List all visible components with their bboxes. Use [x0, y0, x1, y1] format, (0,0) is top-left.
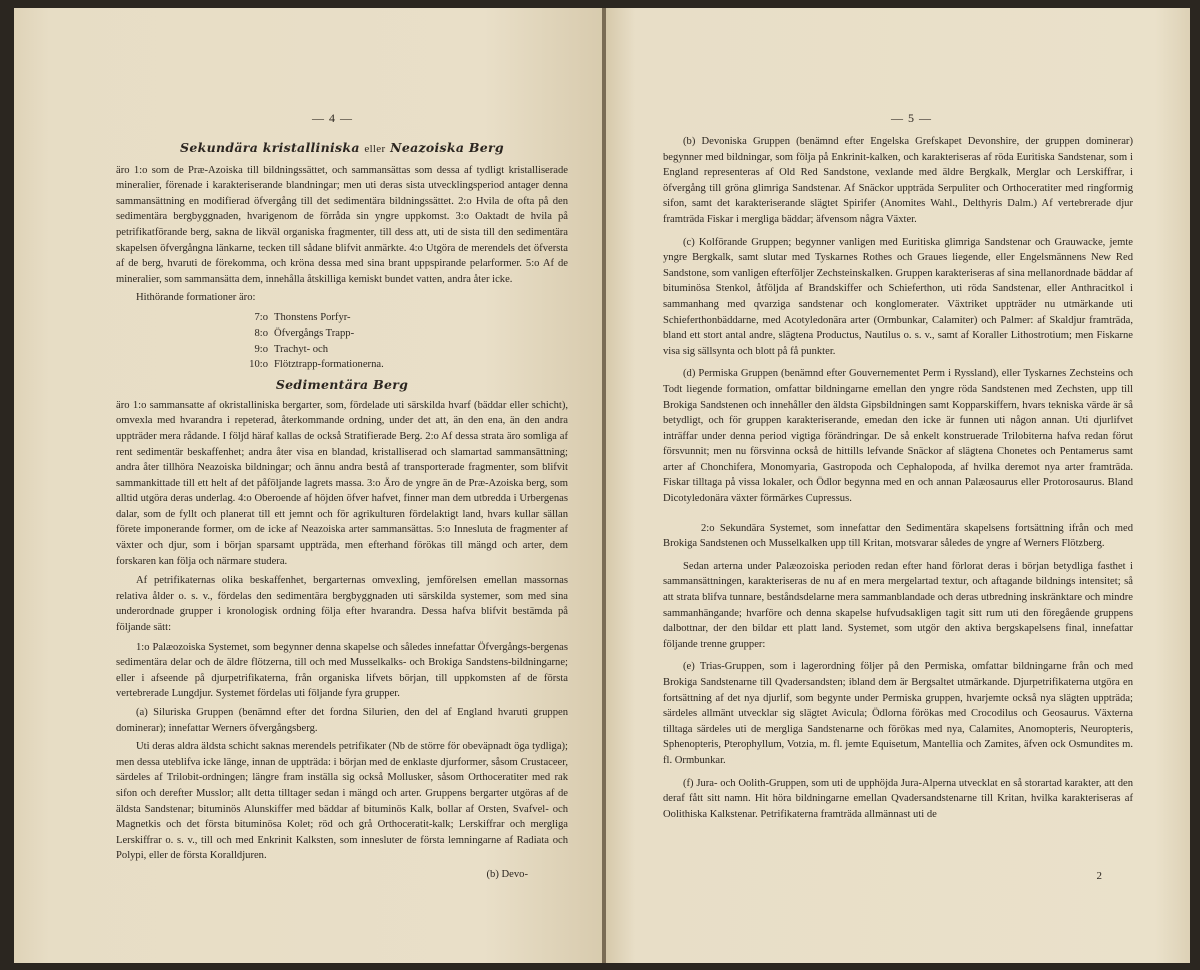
paragraph: 2:o Sekundära Systemet, som innefattar den Sedimentära skapelsens fortsättning ifrån och med Brokiga Sandstenen och Musselkalken upp till Kritan, motsvarar således de yngre af Werners Flötzberg.: [663, 522, 1133, 550]
heading-part-b: eller: [364, 143, 386, 155]
left-page: [14, 8, 602, 963]
page-number: — 4 —: [312, 111, 353, 125]
list-item: 7:o Thonstens Porfyr-: [254, 311, 351, 323]
paragraph: (b) Devoniska Gruppen (benämnd efter Engelska Grefskapet Devonshire, der gruppen dominerar) begynner med bildningar, som följa på Enkrinit-kalken, och karakteriseras af röda Euritiska Sandstenar, som i England representeras af Old Red Sandstone, vexlande med äldre Bergkalk, Merglar och Lerskiffrar, i öfvergång till gröna glimriga Sandstenar. Af Snäckor uppträda Serpuliter och Orthoceratiter med ringformig sifon, samt det karakteriserande slägtet Spirifer (Anomites Wahl., Delthyris Dalm.) Af vertebrerade djur framträda Fiskar i mergliga bäddar; äfvensom några Växter.: [663, 136, 1133, 225]
book-spread: [14, 8, 1190, 963]
page-number: — 5 —: [891, 111, 932, 125]
paragraph: (c) Kolförande Gruppen; begynner vanligen med Euritiska glimriga Sandstenar och Grauwacke, jemte yngre Bergkalk, samt slutar med Tyskarnes Rothes och Graues liegende, eller Engelsmännens New Red Sandstone, som vanligen efterföljer Zechsteinskalken. Gruppen karakteriseras af sina mellanordnade bäddar af bituminösa Stenkol, åtföljda af Brandskiffer och Schieferthon, uti röda Sandstenar, eller Anthracitkol i sammanhang med qvarziga sandstenar och konglomerater. Växtriket uppträder nu utmärkande uti Schieferthonbäddarne, med Acotyledonära arter (Ormbunkar, Calamiter) och Palmer: af Skaldjur framträda, bland ett stort antal andre, slägtena Productus, Nautilus o. s. v., samt af Koraller Lithostrotium; men Fiskarne visa sig sällsynta och blott på få punkter.: [663, 236, 1133, 357]
catchword: (b) Devo-: [486, 868, 528, 880]
list-item: 10:o Flötztrapp-formationerna.: [249, 359, 384, 371]
left-page-body: [116, 136, 568, 883]
heading-part-c: Neazoiska Berg: [390, 140, 504, 155]
paragraph: (e) Trias-Gruppen, som i lagerordning följer på den Permiska, omfattar bildningarne från och med Brokiga Sandstenarne till Qvadersandsten; ibland dem är Bergsaltet utmärkande. Djurpetrifikaterna utgöra en fortsättning af det nya djurlif, som begynte under Permiska gruppen, hvarjemte också nya slägten uppträda; särdeles allmänt utvecklar sig slägtet Avicula; Ödlorna förökas med Crocodilus och Geosaurus. Växterna tilltaga särdeles uti de mergliga Sandstenarne och förökas med nya, Calamites, Anomopteris, Neuropteris, Sphenopteris, Pterophyllum, Votzia, m. fl. jemte Equisetum, Mantellia och Zamites, äfven ock Osmundites m. fl. Ormbunkar.: [663, 661, 1133, 766]
list-item: 9:o Trachyt- och: [254, 343, 329, 355]
paragraph: (f) Jura- och Oolith-Gruppen, som uti de upphöjda Jura-Alperna utvecklat en så storartad karakter, att den deraf fått sitt namn. Hit höra bildningarne emellan Qvadersandstenarne till Kritan, hvilka karakteriseras af Oolithiska Kalkstenar. Petrifikaterna framträda allmännast uti de: [663, 777, 1133, 820]
right-page: [606, 8, 1190, 963]
signature-mark: 2: [1096, 870, 1102, 882]
paragraph: äro 1:o sammansatte af okristalliniska bergarter, som, fördelade uti särskilda hvarf (bäddar eller schicht), omvexla med hvarandra i repeterad, återkommande ordning, under det att, än den ena, än den andra uppträder mera rådande. I följd häraf kallas de också Stratifierade Berg. 2:o Af dessa strata äro somliga af rent sedimentär beskaffenhet; andra åter visa en blandad, kristalliserad och slamartad sammansättning; andra åter tillhöra Neazoiska bildningar; och ännu andra bestå af transporterade fragmenter, som blifvit sammankittade till ett helt af det påföljande lagrets massa. 3:o Äro de yngre än de Præ-Azoiska berg, som alltid utgöra deras underlag. 4:o Oberoende af höjden öfver hafvet, finner man dem utbredda i Urbergenas dalar, som de fyllt och planerat till ett jemnt och för agrikulturen fördelaktigt land, hvars kullar sällan förete imponerande former, om de icke af Neazoiska arter sammansättas. 5:o Innesluta de fragmenter af växter och djur, som i början sparsamt uppträda, men efterhand förökas till mängd och arter, dem forskaren kan följa och närmare studera.: [116, 399, 568, 567]
paragraph: Hithörande formationer äro:: [136, 292, 256, 304]
heading-part-a: Sekundära kristalliniska: [180, 140, 360, 155]
section-heading-sedimentara: Sedimentära Berg: [275, 377, 409, 393]
list-item: 8:o Öfvergångs Trapp-: [254, 327, 355, 339]
paragraph: 1:o Palæozoiska Systemet, som begynner denna skapelse och således innefattar Öfvergångs-bergenas sedimentära delar och de äldre flötzerna, till och med Musselkalks- och Brokiga Sandstens-bildningarne; eller i afseende på djurpetrifikaterna, från organiska lifvets början, till uppkomsten af de första vertebrerade Lungdjur. Systemet fördelas uti följande fyra grupper.: [116, 641, 568, 700]
paragraph: (d) Permiska Gruppen (benämnd efter Gouvernementet Perm i Ryssland), eller Tyskarnes Zechsteins och Todt liegende formation, omfattar bildningarne emellan den yngre röda Sandstenen med Zechsten, upp till Brokiga Sandstenen och innehåller den äldsta Gipsbildningen samt Kopparskiffern, hvars tekniska värde är så betydligt, och för gruppen karakteriserande, emedan den icke är funnen uti någon annan. Uti djurlifvet inträffar under denna period vigtiga förändringar. De så enkelt konstruerade Trilobiterna hafva redan förut försvunnit; men nu försvinna också de hittills lefvande Snäckor af slägtena Chonetes och Pentamerus samt arter af Chonchifera, Monomyaria, Gastropoda och Cephalopoda, af hvilka deremot nya arter framträda. Fiskar tilltaga på vissa lokaler, och Ödlor begynna med en och annan Palæosaurus eller Protorosaurus. Bland Dicotyledonära växter förmärkes Cupressus.: [663, 368, 1133, 505]
paragraph: Uti deras aldra äldsta schicht saknas merendels petrifikater (Nb de större för obeväpnadt öga tydliga); men dessa uteblifva icke länge, innan de uppträda: i början med de enklaste djurformer, såsom Crustaceer, särdeles af Trilobit-ordningen; längre fram inställa sig också Mollusker, såsom Orthoceratiter med rak sifon och derefter Musslor; allt detta tilltager sedan i mängd och arter. Gruppens bergarter utgöras af de äldsta Sandstenar; bituminös Alunskiffer med bäddar af bituminös Kalk, bollar af Orsten, Svafvel- och Magnetkis och det första bituminösa Kolet; röd och grå Orthoceratit-kalk; Lerskiffrar och mergliga Lerskiffrar o. s. v., till och med Enkrinit Kalksten, som innesluter de första lemningarne af Radiata och Polypi, eller de första Koralldjuren.: [116, 741, 568, 862]
paragraph: Sedan arterna under Palæozoiska perioden redan efter hand förlorat deras i början betydliga fasthet i sammansättningen, karakteriseras de nu af en mera mergelartad textur, och aftagande bildnings intensitet; så att strata blifva tunnare, beståndsdelarne mera sammanblandade och deras utbredning inskränktare och mindre sammanhängande; hvarföre och denna skapelse hufvudsakligen tagit sitt rum uti den föregående gruppens dalbottnar, der den bildar ett platt land. Systemet, som utgör den aktiva bergskapelsens final, innefattar följande trenne grupper:: [663, 560, 1133, 650]
right-page-body: [663, 134, 1133, 822]
section-heading-neazoiska: [116, 140, 568, 158]
paragraph: äro 1:o som de Præ-Azoiska till bildningssättet, och sammansättas som dessa af tydligt kristalliserade mineralier, förenade i karakteriserande blandningar; men uti deras sista utvecklingsperiod antager denna sammansättning en modifierad öfvergång till det sedimentära bildningssättet. 2:o Hvila de ofta på den sedimentära bergbyggnaden, hvarigenom de förråda sin yngre uppkomst. 3:o Oaktadt de hvila på petrifikatförande berg, sakna de likväl organiska fragmenter, till dess att, uti de sista till den sedimentära skapelsen öfvergångna länkarne, tecken till sådane blifvit anmärkte. 4:o Utgöra de merendels det öfversta af de berg, hvaruti de förekomma, och kröna dessa med sina brant uppspirande pelarformer. 5:o Af de mineralier, som sammansätta dem, innehålla åtskilliga kemiskt bundet vatten, andra åter icke.: [116, 164, 568, 285]
paragraph: (a) Siluriska Gruppen (benämnd efter det fordna Silurien, den del af England hvaruti gruppen dominerar); innefattar Werners öfvergångsberg.: [116, 707, 568, 734]
paragraph: Af petrifikaternas olika beskaffenhet, bergarternas omvexling, jemförelsen emellan massornas relativa ålder o. s. v., fördelas den sedimentära bergbyggnaden uti särskilda systemer, som med sina underordnade grupper i kronologisk ordning följa efter hvarandra. Dessa hafva blifvit bestämda på följande sätt:: [116, 575, 568, 634]
formation-list: [246, 310, 568, 373]
